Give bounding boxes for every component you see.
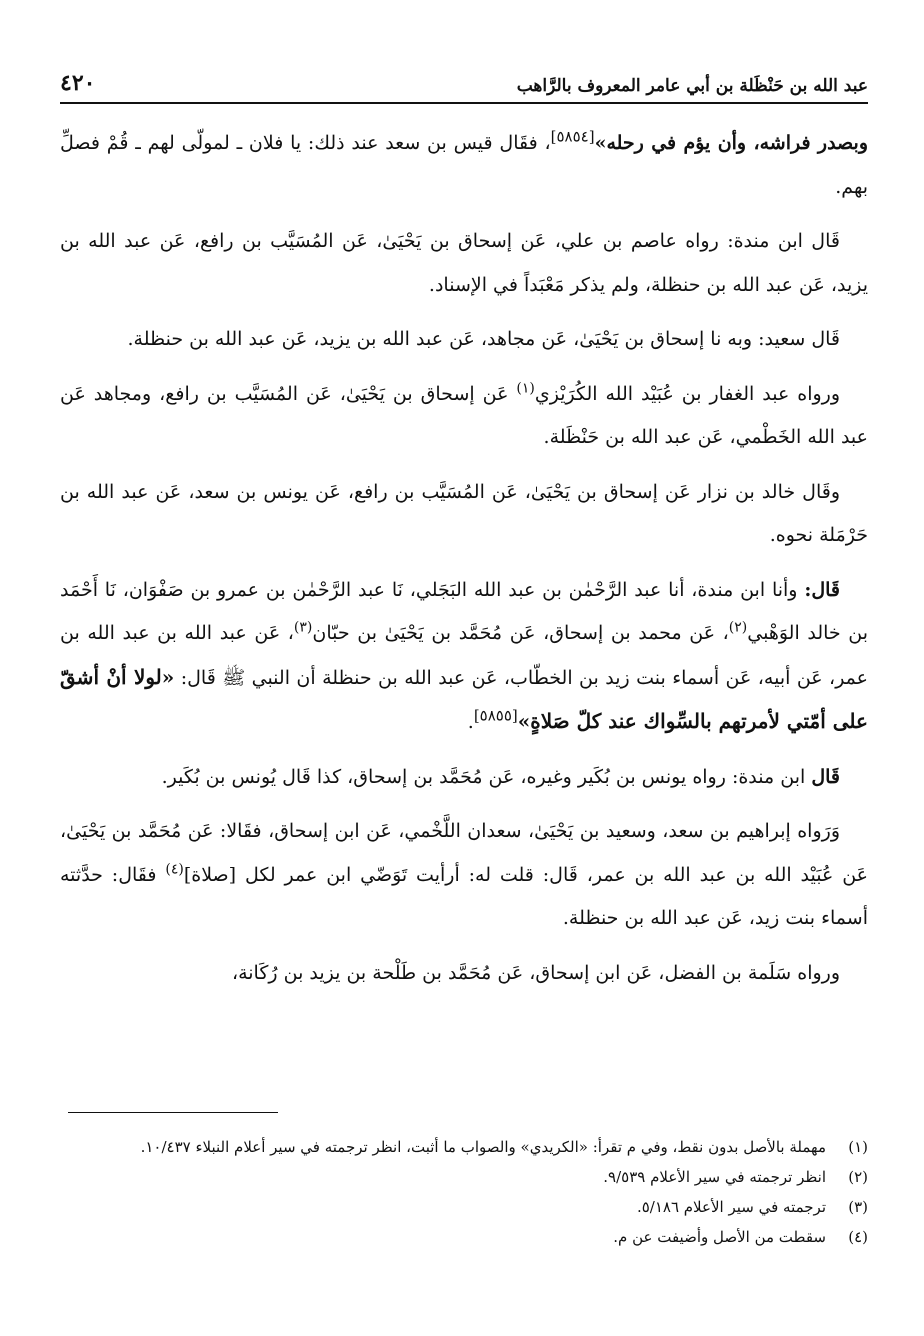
footnote-marker-4: (٤) bbox=[165, 861, 184, 878]
paragraph-6 bbox=[60, 569, 868, 745]
paragraph-7 bbox=[60, 756, 868, 800]
paragraph-6-lead: قَال: bbox=[804, 578, 841, 601]
paragraph-6-text-a: وأنا ابن مندة، أنا عبد الرَّحْمٰن بن عبد الله البَجَلي، نَا عبد الرَّحْمٰن بن عمرو بن صَفْوَان، نَا أَحْمَد بن خالد الوَهْبي bbox=[60, 578, 869, 644]
footnote-text: ترجمته في سير الأعلام ٥/١٨٦. bbox=[636, 1198, 826, 1216]
footnote-marker-2: (٢) bbox=[728, 619, 748, 636]
footnote-marker-3: (٣) bbox=[293, 619, 313, 636]
main-text bbox=[60, 122, 868, 995]
paragraph-5: وقَال خالد بن نزار عَن إسحاق بن يَحْيَىٰ، عَن المُسَيَّب بن رافع، عَن يونس بن سعد، عَن عبد الله بن حَرْمَلة نحوه. bbox=[60, 480, 868, 546]
paragraph-1 bbox=[60, 122, 868, 209]
running-title: عبد الله بن حَنْظَلة بن أبي عامر المعروف بالرَّاهب bbox=[516, 76, 868, 96]
paragraph-4 bbox=[60, 373, 868, 460]
footnote-marker-1: (١) bbox=[516, 380, 535, 397]
footnote-number: (٢) bbox=[848, 1168, 868, 1186]
paragraph-2: قَال ابن مندة: رواه عاصم بن علي، عَن إسحاق بن يَحْيَىٰ، عَن المُسَيَّب بن رافع، عَن عبد الله بن يزيد، عَن عبد الله بن حنظلة، ولم يذكر مَعْبَداً في الإسناد. bbox=[60, 230, 868, 296]
footnote-text: مهملة بالأصل بدون نقط، وفي م تقرأ: «الكريدي» والصواب ما أثبت، انظر ترجمته في سير أعلام النبلاء ١٠/٤٣٧. bbox=[140, 1138, 826, 1156]
running-head bbox=[60, 60, 868, 104]
footnotes bbox=[60, 1132, 868, 1252]
paragraph-6-end: . bbox=[467, 711, 474, 733]
footnote-item bbox=[60, 1222, 868, 1252]
footnote-number: (٤) bbox=[848, 1228, 868, 1246]
paragraph-8 bbox=[60, 810, 868, 941]
paragraph-8-text-a: وَرَواه إبراهيم بن سعد، وسعيد بن يَحْيَىٰ، سعدان اللَّخْمي، عَن ابن إسحاق، فقَالا: عَن مُحَمَّد بن يَحْيَىٰ، عَن عُبَيْد الله بن عبد الله بن عمر، قَال: قلت له: أرأيت تَوَضّي ابن عمر لكل [صلاة] bbox=[60, 820, 868, 886]
page-number: ٤٢٠ bbox=[60, 70, 96, 96]
paragraph-7-text: ابن مندة: رواه يونس بن بُكَير وغيره، عَن مُحَمَّد بن إسحاق، كذا قَال يُونس بن بُكَير. bbox=[161, 765, 812, 788]
paragraph-3: قَال سعيد: وبه نا إسحاق بن يَحْيَىٰ، عَن مجاهد، عَن عبد الله بن يزيد، عَن عبد الله بن حنظلة. bbox=[127, 328, 840, 350]
footnote-text: انظر ترجمته في سير الأعلام ٩/٥٣٩. bbox=[603, 1168, 826, 1186]
hadith-ref-5854: [٥٨٥٤] bbox=[550, 127, 595, 146]
footnote-item bbox=[60, 1162, 868, 1192]
paragraph-8-text-b: فقَال: حدَّثته أسماء بنت زيد، عَن عبد الله بن حنظلة. bbox=[60, 863, 868, 929]
footnote-text: سقطت من الأصل وأضيفت عن م. bbox=[613, 1228, 826, 1246]
paragraph-4-text-b: عَن إسحاق بن يَحْيَىٰ، عَن المُسَيَّب بن رافع، ومجاهد عَن عبد الله الخَطْمي، عَن عبد الله بن حَنْظَلة. bbox=[60, 382, 868, 448]
paragraph-7-lead: قَال bbox=[811, 765, 840, 788]
footnote-number: (٣) bbox=[848, 1198, 868, 1216]
paragraph-1-text: ، فقَال قيس بن سعد عند ذلك: يا فلان ـ لمولّى لهم ـ قُمْ فصلِّ بهم. bbox=[60, 132, 868, 198]
footnote-item bbox=[60, 1132, 868, 1162]
paragraph-9: ورواه سَلَمة بن الفضل، عَن ابن إسحاق، عَن مُحَمَّد بن طَلْحة بن يزيد بن رُكَانة، bbox=[231, 961, 840, 984]
footnote-number: (١) bbox=[848, 1138, 868, 1156]
footnote-item bbox=[60, 1192, 868, 1222]
footnote-separator bbox=[68, 1112, 278, 1113]
book-page bbox=[60, 60, 868, 1300]
paragraph-1-quote: وبصدر فراشه، وأن يؤم في رحله» bbox=[594, 132, 868, 154]
paragraph-6-text-c: ، عَن عبد الله بن عبد الله بن عمر، عَن أبيه، عَن أسماء بنت زيد بن الخطّاب، عَن عبد الله بن حنظلة أن النبي ﷺ قَال: bbox=[60, 622, 868, 689]
hadith-ref-5855: [٥٨٥٥] bbox=[473, 706, 518, 725]
paragraph-6-text-b: ، عَن محمد بن إسحاق، عَن مُحَمَّد بن يَحْيَىٰ بن حبّان bbox=[312, 622, 729, 644]
paragraph-4-text-a: ورواه عبد الغفار بن عُبَيْد الله الكُرَيْزي bbox=[534, 382, 841, 405]
hadith-quote: «لولا أنْ أشقّ على أمّتي لأمرتهم بالسِّواك عند كلّ صَلاةٍ» bbox=[60, 664, 868, 733]
